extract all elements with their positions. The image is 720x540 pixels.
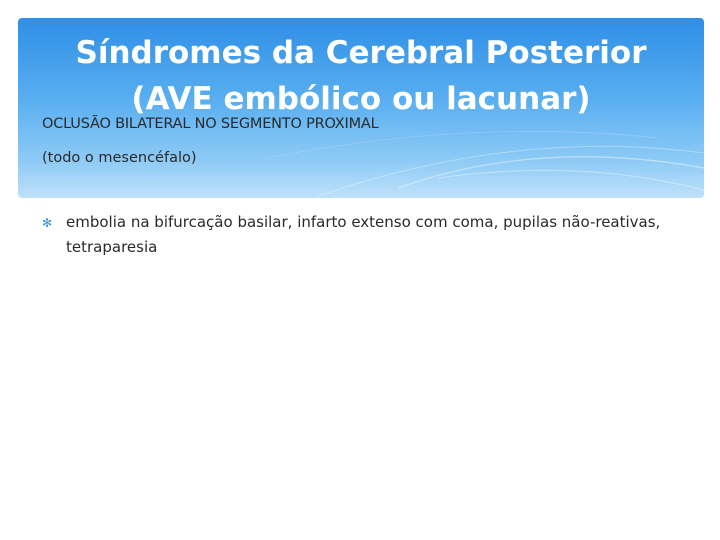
subheading: OCLUSÃO BILATERAL NO SEGMENTO PROXIMAL xyxy=(42,116,379,132)
title-line-2: (AVE embólico ou lacunar) xyxy=(131,81,591,117)
bullet-list xyxy=(42,210,682,260)
title-line-1: Síndromes da Cerebral Posterior xyxy=(75,35,647,71)
bullet-text: embolia na bifurcação basilar, infarto extenso com coma, pupilas não-reativas, tetraparesia xyxy=(66,213,661,256)
subheading-note: (todo o mesencéfalo) xyxy=(42,150,197,166)
slide-title xyxy=(18,30,704,122)
asterisk-bullet-icon: ✻ xyxy=(42,216,53,230)
list-item xyxy=(42,210,682,260)
